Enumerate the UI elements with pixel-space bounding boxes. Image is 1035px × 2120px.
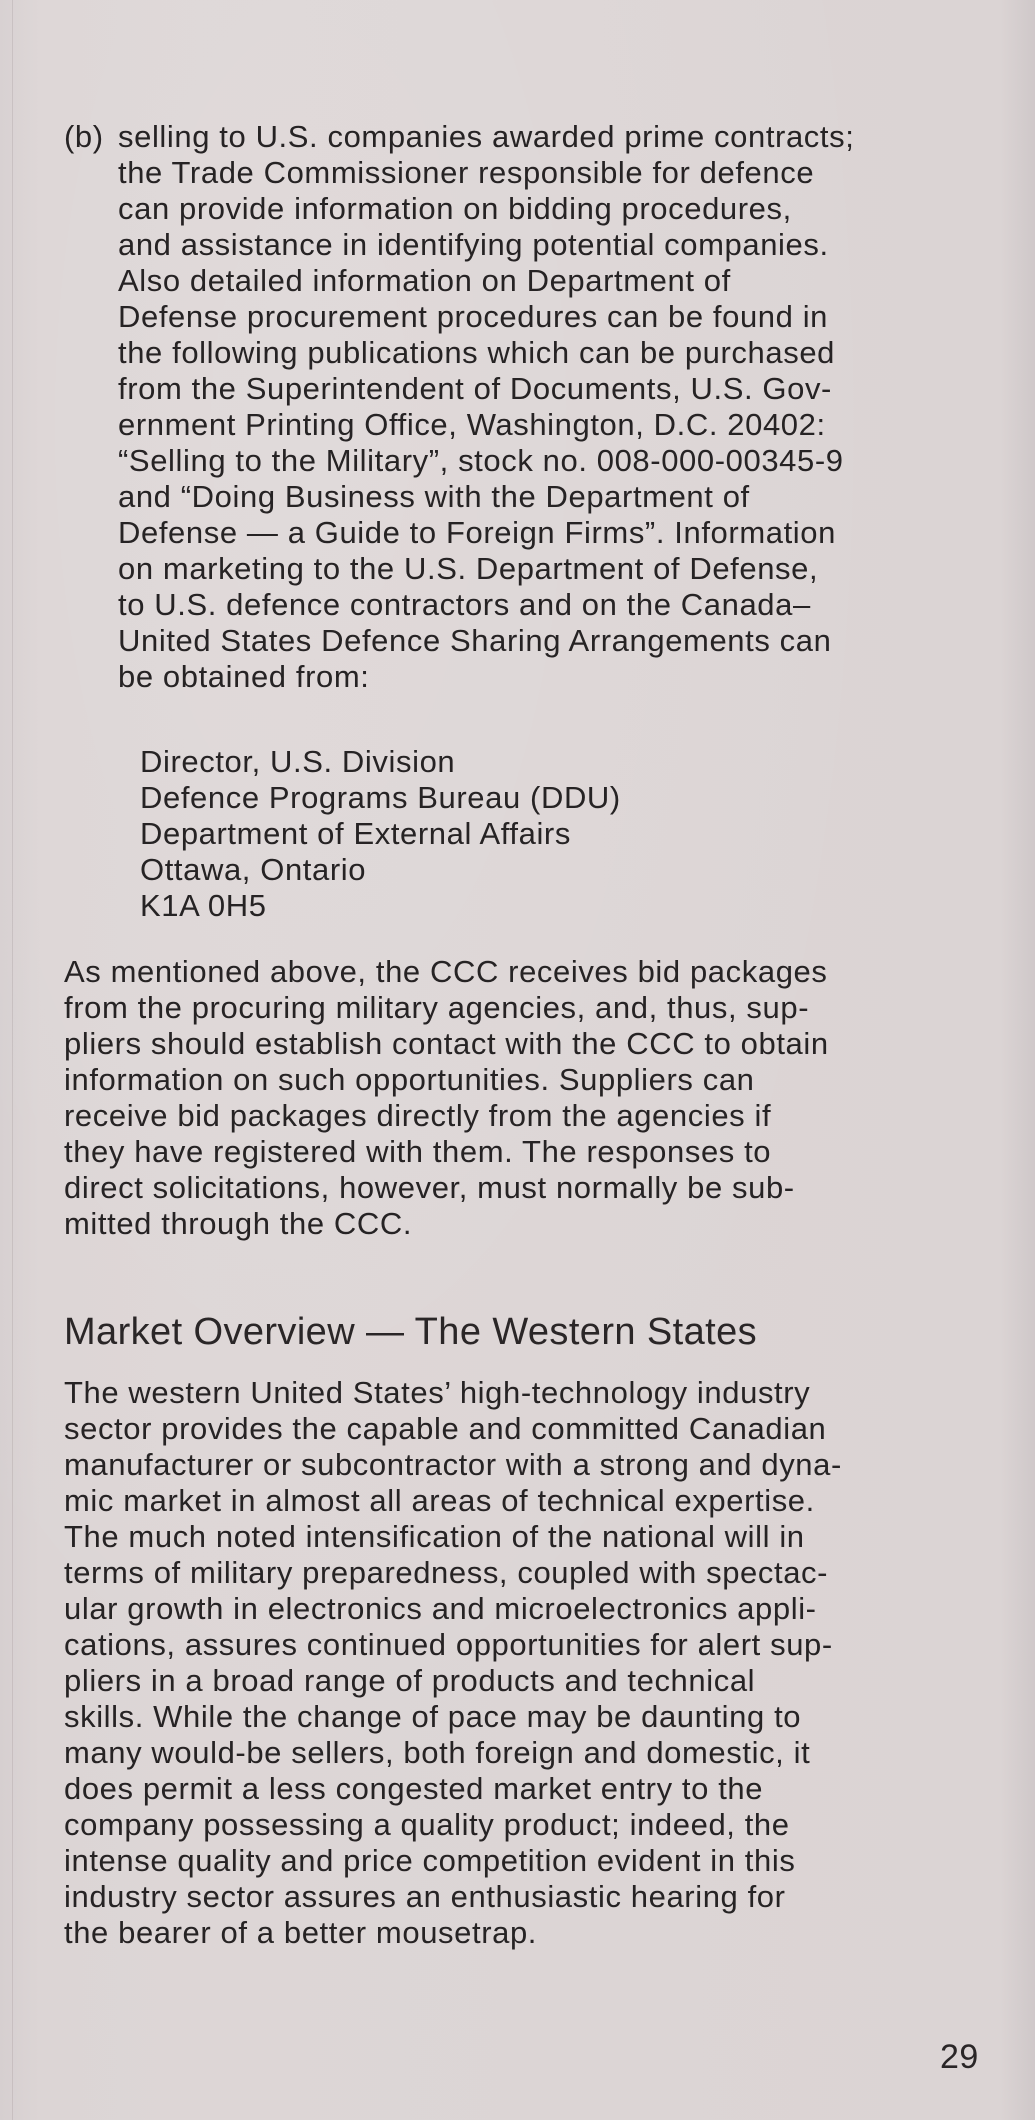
body-line: cations, assures continued opportunities for alert sup- — [64, 1627, 833, 1662]
body-line: the Trade Commissioner responsible for defence — [118, 155, 815, 190]
body-line: company possessing a quality product; indeed, the — [64, 1807, 790, 1842]
body-line: the following publications which can be purchased — [118, 335, 836, 370]
body-line: The much noted intensification of the national will in — [64, 1519, 805, 1554]
body-line: United States Defence Sharing Arrangements can — [118, 623, 832, 658]
body-line: many would-be sellers, both foreign and domestic, it — [64, 1735, 811, 1770]
section-heading: Market Overview — The Western States — [64, 1311, 758, 1353]
address-line: K1A 0H5 — [140, 888, 267, 923]
body-line: ernment Printing Office, Washington, D.C. 20402: — [118, 407, 826, 442]
body-line: Defense — a Guide to Foreign Firms”. Information — [118, 515, 836, 550]
body-line: from the procuring military agencies, and, thus, sup- — [64, 990, 810, 1025]
body-line: Also detailed information on Department of — [118, 263, 731, 298]
body-line: and assistance in identifying potential companies. — [118, 227, 829, 262]
body-line: industry sector assures an enthusiastic hearing for — [64, 1879, 786, 1914]
body-line: terms of military preparedness, coupled with spectac- — [64, 1555, 829, 1590]
body-line: from the Superintendent of Documents, U.S. Gov- — [118, 371, 832, 406]
body-line: on marketing to the U.S. Department of Defense, — [118, 551, 819, 586]
address-line: Ottawa, Ontario — [140, 852, 367, 887]
body-line: they have registered with them. The responses to — [64, 1134, 772, 1169]
body-line: The western United States’ high-technology industry — [64, 1375, 811, 1410]
address-line: Defence Programs Bureau (DDU) — [140, 780, 621, 815]
body-line: mitted through the CCC. — [64, 1206, 413, 1241]
body-line: the bearer of a better mousetrap. — [64, 1915, 538, 1950]
body-line: manufacturer or subcontractor with a strong and dyna- — [64, 1447, 842, 1482]
body-line: pliers in a broad range of products and technical — [64, 1663, 756, 1698]
address-line: Department of External Affairs — [140, 816, 571, 851]
body-line: As mentioned above, the CCC receives bid packages — [64, 954, 828, 989]
body-line: does permit a less congested market entry to the — [64, 1771, 764, 1806]
body-line: can provide information on bidding procedures, — [118, 191, 792, 226]
page-edge-shadow — [12, 0, 13, 2120]
body-line: be obtained from: — [118, 659, 370, 694]
body-line: intense quality and price competition evident in this — [64, 1843, 796, 1878]
page-number: 29 — [940, 2038, 979, 2076]
body-line: selling to U.S. companies awarded prime contracts; — [118, 119, 855, 154]
body-line: receive bid packages directly from the agencies if — [64, 1098, 772, 1133]
body-line: information on such opportunities. Suppliers can — [64, 1062, 755, 1097]
body-line: Defense procurement procedures can be found in — [118, 299, 829, 334]
body-line: to U.S. defence contractors and on the Canada– — [118, 587, 811, 622]
body-line: sector provides the capable and committed Canadian — [64, 1411, 827, 1446]
address-line: Director, U.S. Division — [140, 744, 456, 779]
body-line: pliers should establish contact with the CCC to obtain — [64, 1026, 829, 1061]
list-marker: (b) — [64, 119, 104, 154]
body-line: and “Doing Business with the Department of — [118, 479, 750, 514]
body-line: ular growth in electronics and microelectronics appli- — [64, 1591, 817, 1626]
body-line: direct solicitations, however, must normally be sub- — [64, 1170, 795, 1205]
body-line: skills. While the change of pace may be daunting to — [64, 1699, 802, 1734]
body-line: mic market in almost all areas of technical expertise. — [64, 1483, 815, 1518]
body-line: “Selling to the Military”, stock no. 008-000-00345-9 — [118, 443, 844, 478]
